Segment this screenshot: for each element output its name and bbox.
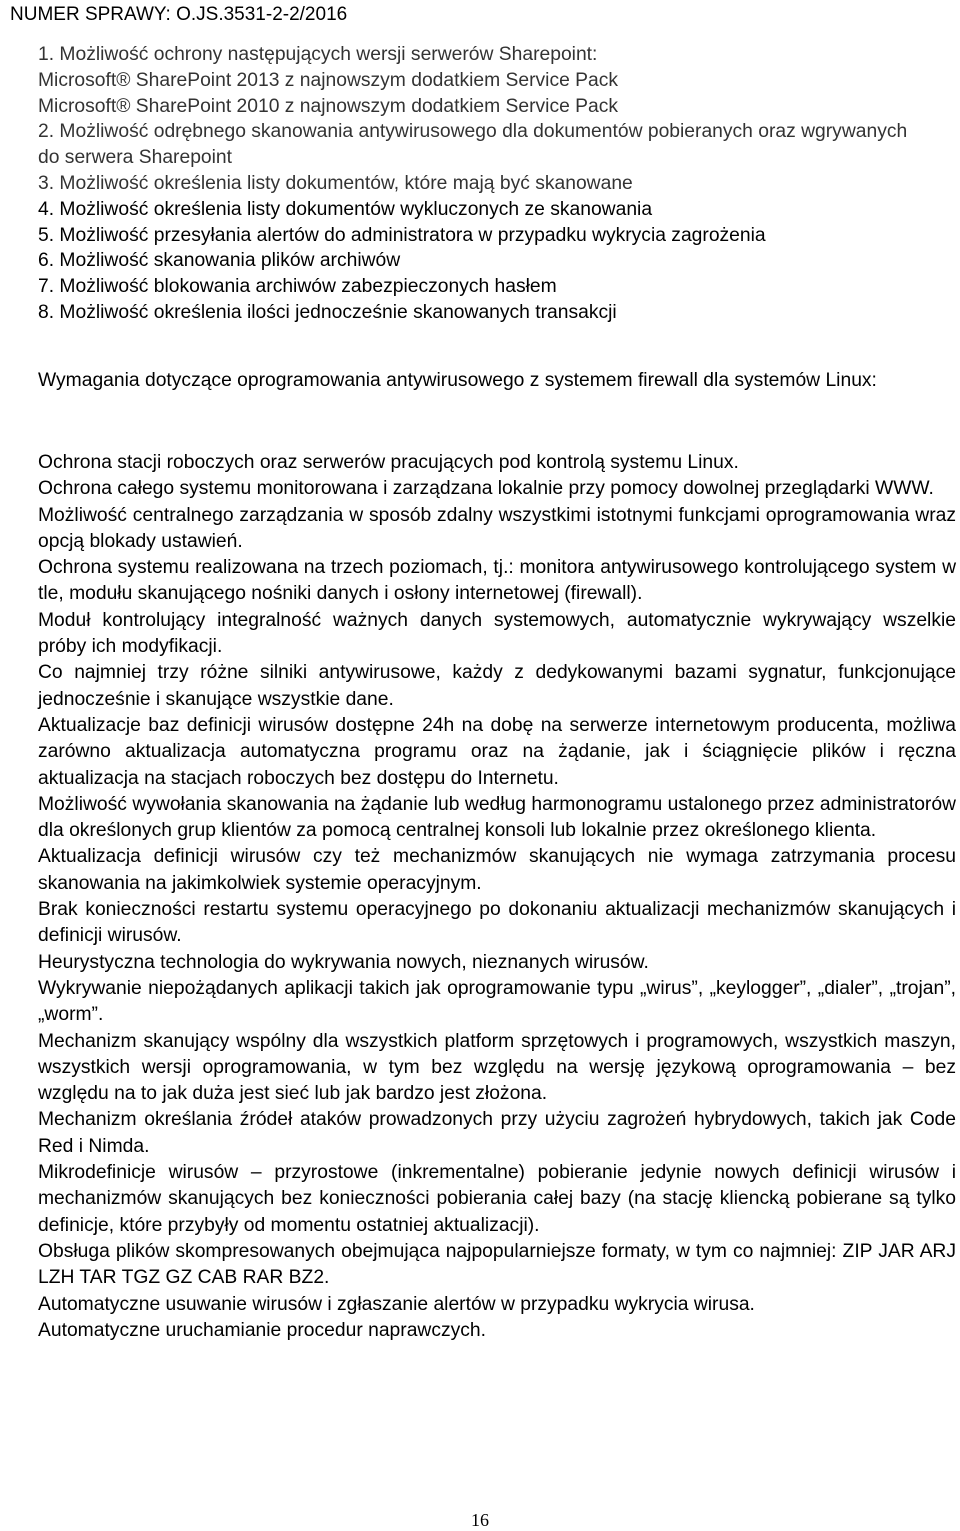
list-item: 7. Możliwość blokowania archiwów zabezpieczonych hasłem bbox=[38, 276, 557, 298]
list-item: Microsoft® SharePoint 2013 z najnowszym dodatkiem Service Pack bbox=[38, 69, 619, 91]
list-item: 2. Możliwość odrębnego skanowania antywirusowego dla dokumentów pobieranych oraz wgrywanych do serwera Sharepoint bbox=[38, 121, 908, 169]
requirement-paragraph: Wykrywanie niepożądanych aplikacji takich jak oprogramowanie typu „wirus”, „keylogger”, „dialer”, „trojan”, „worm”. bbox=[38, 977, 956, 1026]
list-item: Microsoft® SharePoint 2010 z najnowszym dodatkiem Service Pack bbox=[38, 95, 619, 117]
requirement-paragraph: Ochrona stacji roboczych oraz serwerów pracujących pod kontrolą systemu Linux. bbox=[38, 452, 739, 473]
list-item: 4. Możliwość określenia listy dokumentów wykluczonych ze skanowania bbox=[38, 198, 653, 220]
requirement-paragraph: Aktualizacje baz definicji wirusów dostępne 24h na dobę na serwerze internetowym producenta, możliwa zarówno aktualizacja automatyczna programu oraz na żądanie, jak i ściągnięcie plików i ręczna aktualizacja na stacjach roboczych bez dostępu do Internetu. bbox=[38, 714, 956, 789]
list-item: 5. Możliwość przesyłania alertów do administratora w przypadku wykrycia zagrożenia bbox=[38, 224, 766, 246]
requirement-paragraph: Ochrona systemu realizowana na trzech poziomach, tj.: monitora antywirusowego kontrolującego system w tle, modułu skanującego nośniki danych i osłony internetowej (firewall). bbox=[38, 557, 956, 605]
case-number-header: NUMER SPRAWY: O.JS.3531-2-2/2016 bbox=[10, 4, 348, 25]
requirement-paragraph: Automatyczne uruchamianie procedur naprawczych. bbox=[38, 1319, 486, 1341]
linux-requirements bbox=[38, 450, 956, 1344]
requirement-paragraph: Możliwość wywołania skanowania na żądanie lub według harmonogramu ustalonego przez administratorów dla określonych grup klientów za pomocą centralnej konsoli lub lokalnie przez określonego klienta. bbox=[38, 793, 956, 842]
requirement-paragraph: Moduł kontrolujący integralność ważnych danych systemowych, automatycznie wykrywający wszelkie próby ich modyfikacji. bbox=[38, 609, 956, 658]
requirement-paragraph: Co najmniej trzy różne silniki antywirusowe, każdy z dedykowanymi bazami sygnatur, funkcjonujące jednocześnie i skanujące wszystkie dane. bbox=[38, 662, 956, 710]
requirement-paragraph: Ochrona całego systemu monitorowana i zarządzana lokalnie przy pomocy dowolnej przeglądarki WWW. bbox=[38, 478, 934, 500]
requirement-paragraph: Możliwość centralnego zarządzania w sposób zdalny wszystkimi istotnymi funkcjami oprogramowania wraz opcją blokady ustawień. bbox=[38, 504, 956, 552]
list-item: 8. Możliwość określenia ilości jednocześnie skanowanych transakcji bbox=[38, 301, 617, 323]
sharepoint-requirements-list bbox=[38, 42, 958, 326]
list-item: 1. Możliwość ochrony następujących wersji serwerów Sharepoint: bbox=[38, 44, 598, 65]
requirement-paragraph: Aktualizacja definicji wirusów czy też mechanizmów skanujących nie wymaga zatrzymania procesu skanowania na jakimkolwiek systemie operacyjnym. bbox=[38, 846, 956, 894]
requirement-paragraph: Obsługa plików skompresowanych obejmująca najpopularniejsze formaty, w tym co najmniej: ZIP JAR ARJ LZH TAR TGZ GZ CAB RAR BZ2. bbox=[38, 1240, 956, 1289]
requirement-paragraph: Mechanizm określania źródeł ataków prowadzonych przy użyciu zagrożeń hybrydowych, takich jak Code Red i Nimda. bbox=[38, 1109, 956, 1157]
requirement-paragraph: Mechanizm skanujący wspólny dla wszystkich platform sprzętowych i programowych, wszystkich maszyn, wszystkich wersji oprogramowania, w tym bez względu na wersję językową oprogramowania – bez względu na to jak duża jest sieć lub jak bardzo jest złożona. bbox=[38, 1030, 956, 1105]
requirement-paragraph: Heurystyczna technologia do wykrywania nowych, nieznanych wirusów. bbox=[38, 951, 649, 973]
linux-section-heading: Wymagania dotyczące oprogramowania antywirusowego z systemem firewall dla systemów Linux: bbox=[38, 370, 877, 391]
list-item: 3. Możliwość określenia listy dokumentów, które mają być skanowane bbox=[38, 172, 633, 194]
requirement-paragraph: Automatyczne usuwanie wirusów i zgłaszanie alertów w przypadku wykrycia wirusa. bbox=[38, 1293, 755, 1315]
page-number: 16 bbox=[471, 1510, 489, 1530]
list-item: 6. Możliwość skanowania plików archiwów bbox=[38, 250, 401, 272]
requirement-paragraph: Mikrodefinicje wirusów – przyrostowe (inkrementalne) pobieranie jedynie nowych definicji wirusów i mechanizmów skanujących bez konieczności pobierania całej bazy (na stację kliencką pobierane są tylko definicje, które przybyły od momentu ostatniej aktualizacji). bbox=[38, 1162, 956, 1236]
requirement-paragraph: Brak konieczności restartu systemu operacyjnego po dokonaniu aktualizacji mechanizmów skanujących i definicji wirusów. bbox=[38, 899, 956, 947]
